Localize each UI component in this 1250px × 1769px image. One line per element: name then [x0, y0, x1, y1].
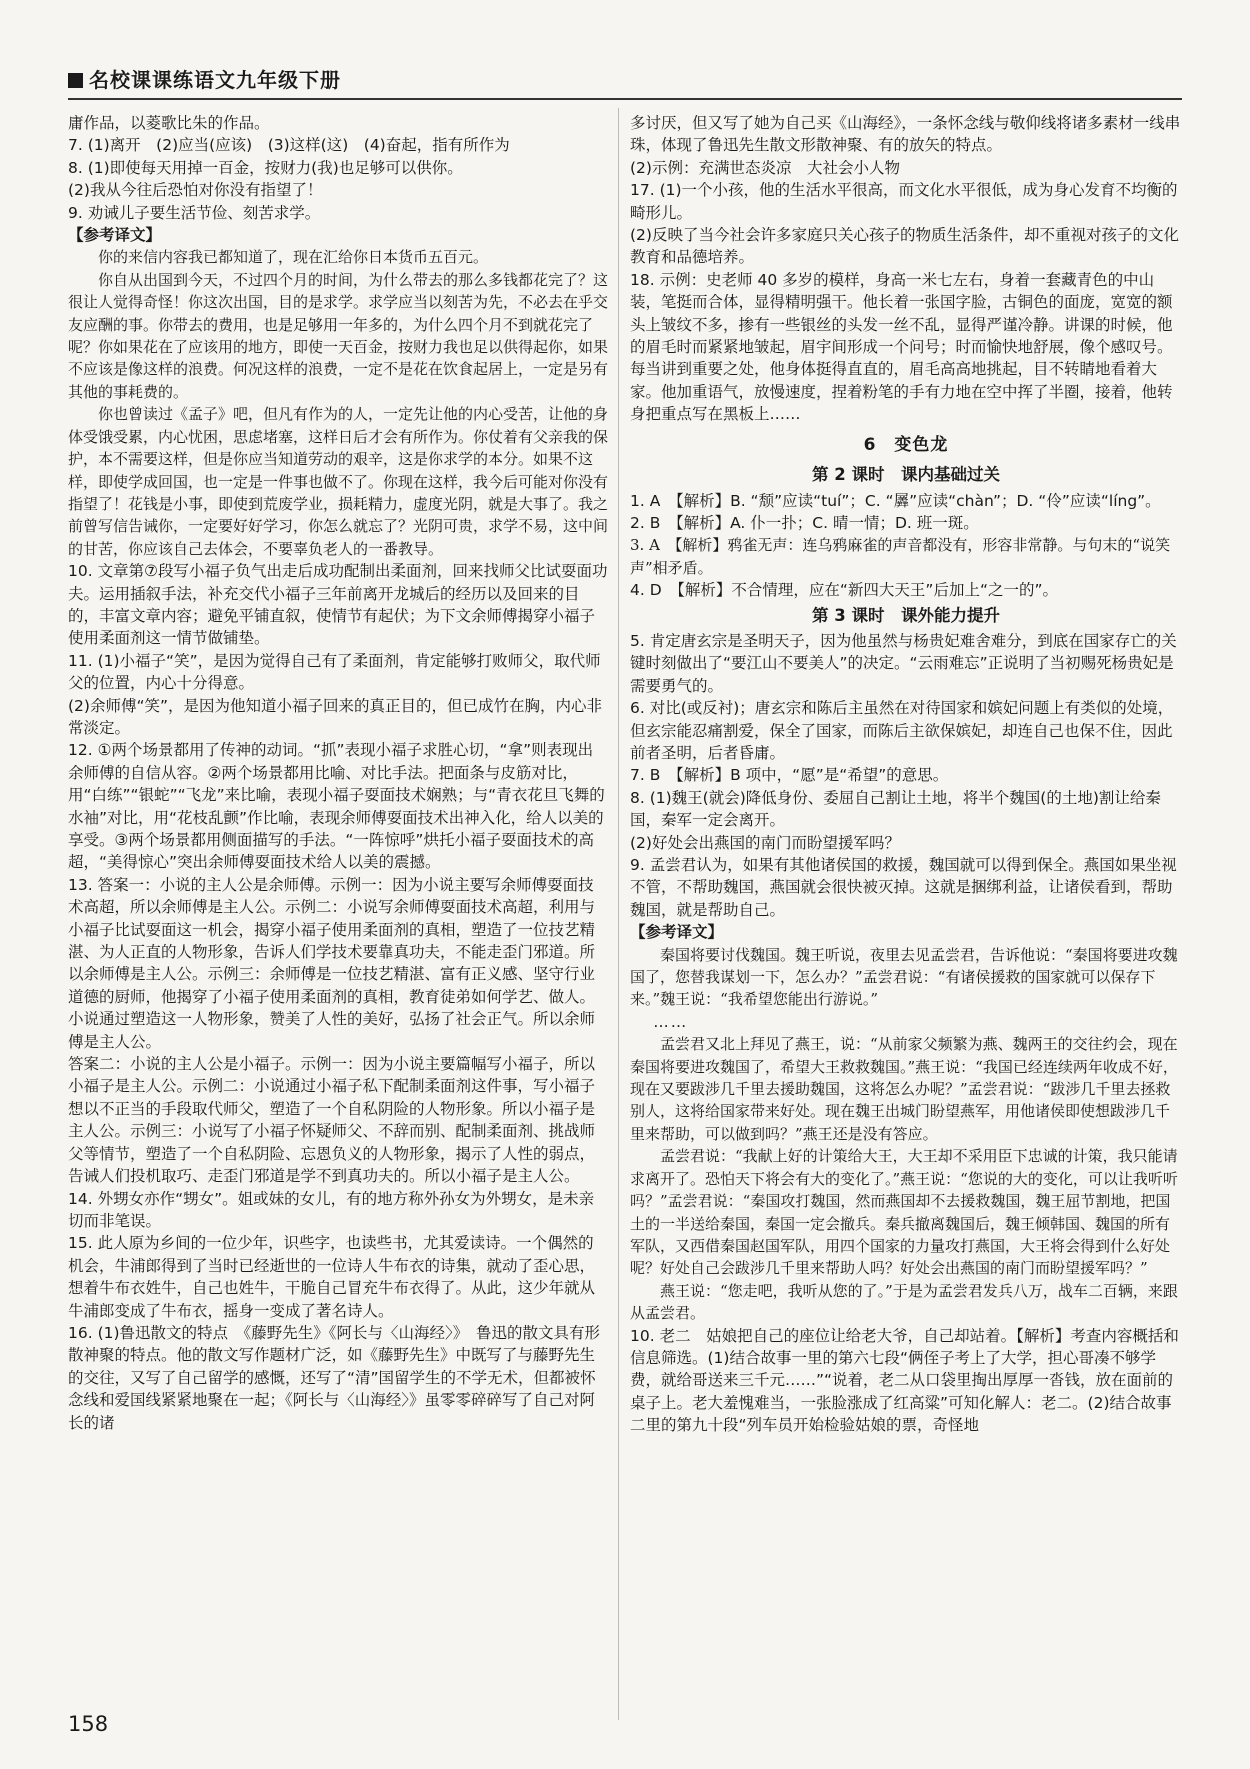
- paragraph: 7. (1)离开 (2)应当(应该) (3)这样(这) (4)奋起，指有所作为: [68, 136, 510, 155]
- column-divider: [618, 108, 619, 1720]
- paragraph: 你的来信内容我已都知道了，现在汇给你日本货币五百元。: [98, 248, 489, 267]
- paragraph: 6 变色龙: [863, 434, 949, 455]
- paragraph: 答案二：小说的主人公是小福子。示例一：因为小说主要篇幅写小福子，所以小福子是主人公。示例二：小说通过小福子私下配制柔面剂这件事，写小福子想以不正当的手段取代师父，塑造了一个自私阴险的人物形象。所以小福子是主人公。示例三：小说写了小福子怀疑师父、不辞而别、配制柔面剂、挑战师父等情节，塑造了一个自私阴险、忘恩负义的人物形象，揭示了人性的弱点，告诫人们投机取巧、走歪门邪道是学不到真功夫的。所以小福子是主人公。: [68, 1055, 596, 1186]
- paragraph: 秦国将要讨伐魏国。魏王听说，夜里去见孟尝君，告诉他说：“秦国将要进攻魏国了，您替我谋划一下，怎么办？”孟尝君说：“有诸侯援救的国家就可以保存下来。”魏王说：“我希望您能出行游说。”: [630, 945, 1178, 1009]
- paragraph: 孟尝君又北上拜见了燕王，说：“从前家父频繁为燕、魏两王的交往约会，现在秦国将要进攻魏国了，希望大王救救魏国。”燕王说：“我国已经连续两年收成不好，现在又要跋涉几千里去援助魏国，这将怎么办呢？”孟尝君说：“跋涉几千里去拯救别人，这将给国家带来好处。现在魏王出城门盼望燕军，用他诸侯即使想跋涉几千里来帮助，可以做到吗？”燕王还是没有答应。: [630, 1035, 1178, 1143]
- header-rule: [68, 98, 1182, 100]
- paragraph: 第 2 课时 课内基础过关: [812, 465, 1000, 485]
- paragraph: 13. 答案一：小说的主人公是余师傅。示例一：因为小说主要写余师傅耍面技术高超，所以余师傅是主人公。示例二：小说写余师傅耍面技术高超，利用与小福子比试耍面这一机会，揭穿小福子使用柔面剂的真相，塑造了一位技艺精湛、为人正直的人物形象，告诉人们学技术要靠真功夫，不能走歪门邪道。所以余师傅是主人公。示例三：余师傅是一位技艺精湛、富有正义感、坚守行业道德的厨师，他揭穿了小福子使用柔面剂的真相，教育徒弟如何学艺、做人。小说通过塑造这一人物形象，赞美了人性的美好，弘扬了社会正气。所以余师傅是主人公。: [68, 875, 596, 1051]
- paragraph: (2)示例：充满世态炎凉 大社会小人物: [630, 158, 900, 177]
- paragraph: 12. ①两个场景都用了传神的动词。“抓”表现小福子求胜心切，“拿”则表现出余师傅的自信从容。②两个场景都用比喻、对比手法。把面条与皮筋对比，用“白练”“银蛇”“飞龙”来比喻，表现小福子耍面技术娴熟；与“青衣花旦飞舞的水袖”对比，用“花枝乱颤”作比喻，表现余师傅耍面技术出神入化，给人以美的享受。③两个场景都用侧面描写的手法。“一阵惊呼”烘托小福子耍面技术的高超，“美得惊心”突出余师傅耍面技术给人以美的震撼。: [68, 741, 605, 872]
- paragraph: 8. (1)即使每天用掉一百金，按财力(我)也足够可以供你。: [68, 158, 463, 177]
- book-title: 名校课课练语文九年级下册: [89, 68, 341, 92]
- paragraph: (2)我从今往后恐怕对你没有指望了！: [68, 181, 323, 200]
- paragraph: 3. A 【解析】鸦雀无声：连乌鸦麻雀的声音都没有，形容非常静。与句末的“说笑声”相矛盾。: [630, 536, 1171, 577]
- paragraph: 14. 外甥女亦作“甥女”。姐或妹的女儿，有的地方称外孙女为外甥女，是未亲切而非笔误。: [68, 1189, 595, 1230]
- paragraph: 9. 劝诫儿子要生活节俭、刻苦求学。: [68, 203, 321, 222]
- paragraph: 18. 示例：史老师 40 多岁的模样，身高一米七左右，身着一套藏青色的中山装，笔挺而合体，显得精明强干。他长着一张国字脸，古铜色的面庞，宽宽的额头上皱纹不多，掺有一些银丝的头发一丝不乱，显得严谨冷静。讲课的时候，他的眉毛时而紧紧地皱起，眉宇间形成一个问号；时而愉快地舒展，像个感叹号。每当讲到重要之处，他身体挺得直直的，眉毛高高地挑起，目不转睛地看着大家。他加重语气，放慢速度，捏着粉笔的手有力地在空中挥了半圈，接着，他转身把重点写在黑板上……: [630, 270, 1173, 424]
- paragraph: 庸作品，以菱歌比朱的作品。: [68, 114, 270, 132]
- paragraph: 10. 老二 姑娘把自己的座位让给老大爷，自己却站着。【解析】考查内容概括和信息筛选。(1)结合故事一里的第六七段“俩侄子考上了大学，担心哥凑不够学费，就给哥送来三千元……”“说着，老二从口袋里掏出厚厚一沓钱，放在面前的桌子上。老大羞愧难当，一张脸涨成了红高粱”可知化解人：老二。(2)结合故事二里的第九十段“列车员开始检验姑娘的票，奇怪地: [630, 1326, 1179, 1435]
- page-number: 158: [68, 1712, 109, 1736]
- paragraph: 16. (1)鲁迅散文的特点 《藤野先生》《阿长与〈山海经〉》 鲁迅的散文具有形散神聚的特点。他的散文写作题材广泛，如《藤野先生》中既写了与藤野先生的交往，又写了自己留学的感慨，还写了“清”国留学生的不学无术，但都被怀念线和爱国线紧紧地聚在一起；《阿长与〈山海经〉》虽零零碎碎写了自己对阿长的诸: [68, 1323, 601, 1432]
- paragraph: 17. (1)一个小孩，他的生活水平很高，而文化水平很低，成为身心发育不均衡的畸形儿。: [630, 181, 1178, 222]
- paragraph: 10. 文章第⑦段写小福子负气出走后成功配制出柔面剂，回来找师父比试耍面功夫。运用插叙手法，补充交代小福子三年前离开龙城后的经历以及回来的目的，丰富文章内容；避免平铺直叙，使情节有起伏；为下文余师傅揭穿小福子使用柔面剂这一情节做铺垫。: [68, 562, 608, 648]
- paragraph: 你自从出国到今天，不过四个月的时间，为什么带去的那么多钱都花完了？这很让人觉得奇怪！你这次出国，目的是求学。求学应当以刻苦为先，不必去在乎交友应酬的事。你带去的费用，也是足够用一年多的，为什么四个月不到就花完了呢？你如果花在了应该用的地方，即使一天百金，按财力我也足以供得起你，如果不应该是像这样的浪费。何况这样的浪费，一定不是花在饮食起居上，一定是另有其他的事耗费的。: [68, 270, 609, 401]
- left-column: [68, 112, 608, 1434]
- paragraph: 【参考译文】: [68, 226, 162, 245]
- paragraph: 9. 孟尝君认为，如果有其他诸侯国的救援，魏国就可以得到保全。燕国如果坐视不管，不帮助魏国，燕国就会很快被灭掉。这就是捆绑利益，让诸侯看到，帮助魏国，就是帮助自己。: [630, 856, 1177, 919]
- paragraph: 多讨厌，但又写了她为自己买《山海经》，一条怀念线与敬仰线将诸多素材一线串珠，体现了鲁迅先生散文形散神聚、有的放矢的特点。: [630, 114, 1181, 155]
- paragraph: 第 3 课时 课外能力提升: [812, 605, 1000, 625]
- square-bullet-icon: [68, 73, 83, 88]
- paragraph: 6. 对比(或反衬)；唐玄宗和陈后主虽然在对待国家和嫔妃问题上有类似的处境，但玄宗能忍痛割爱，保全了国家，而陈后主欲保嫔妃，却连自己也保不住，因此前者圣明，后者昏庸。: [630, 699, 1174, 762]
- page-header: [68, 64, 341, 93]
- paragraph: (2)好处会出燕国的南门而盼望援军吗？: [630, 833, 900, 852]
- paragraph: 15. 此人原为乡间的一位少年，识些字，也读些书，尤其爱读诗。一个偶然的机会，牛浦郎得到了当时已经逝世的一位诗人牛布衣的诗集，就动了歪心思，想着牛布衣姓牛，自己也姓牛，干脆自己冒充牛布衣得了。从此，这少年就从牛浦郎变成了牛布衣，摇身一变成了著名诗人。: [68, 1234, 596, 1320]
- paragraph: (2)余师傅“笑”，是因为他知道小福子回来的真正目的，但已成竹在胸，内心非常淡定。: [68, 696, 603, 737]
- paragraph: 1. A 【解析】B. “颓”应读“tuí”；C. “羼”应读“chàn”；D. “伶”应读“líng”。: [630, 491, 1161, 510]
- paragraph: 【参考译文】: [630, 923, 724, 942]
- paragraph: 2. B 【解析】A. 仆一扑；C. 晴一情；D. 班一斑。: [630, 513, 979, 532]
- paragraph: 燕王说：“您走吧，我听从您的了。”于是为孟尝君发兵八万，战车二百辆，来跟从孟尝君。: [630, 1281, 1178, 1323]
- paragraph: 5. 肯定唐玄宗是圣明天子，因为他虽然与杨贵妃难舍难分，到底在国家存亡的关键时刻做出了“要江山不要美人”的决定。“云雨难忘”正说明了当初赐死杨贵妃是需要勇气的。: [630, 631, 1177, 695]
- paragraph: 11. (1)小福子“笑”，是因为觉得自己有了柔面剂，肯定能够打败师父，取代师父的位置，内心十分得意。: [68, 651, 601, 693]
- right-column: [630, 112, 1182, 1437]
- paragraph: 4. D 【解析】不合情理，应在“新四大天王”后加上“之一的”。: [630, 581, 1059, 600]
- paragraph: ……: [653, 1012, 689, 1031]
- paragraph: (2)反映了当今社会许多家庭只关心孩子的物质生活条件，却不重视对孩子的文化教育和品德培养。: [630, 226, 1179, 267]
- paragraph: 你也曾读过《孟子》吧，但凡有作为的人，一定先让他的内心受苦，让他的身体受饿受累，内心忧困，思虑堵塞，这样日后才会有所作为。你仗着有父亲我的保护，本不需要这样，但是你应当知道劳动的艰辛，这是你求学的本分。如果不这样，即使学成回国，也一定是一件事也做不了。你现在这样，我今后可能对你没有指望了！花钱是小事，即使到荒废学业，损耗精力，虚度光阴，就是大事了。我之前曾写信告诫你，一定要好好学习，你怎么就忘了？光阴可贵，求学不易，这中间的甘苦，你应该自己去体会，不要辜负老人的一番教导。: [68, 405, 609, 558]
- paragraph: 8. (1)魏王(就会)降低身份、委屈自己割让土地，将半个魏国(的土地)割让给秦国，秦军一定会离开。: [630, 788, 1161, 830]
- paragraph: 7. B 【解析】B 项中，“愿”是“希望”的意思。: [630, 766, 949, 785]
- paragraph: 孟尝君说：“我献上好的计策给大王，大王却不采用臣下忠诚的计策，我只能请求离开了。恐怕天下将会有大的变化了。”燕王说：“您说的大的变化，可以让我听听吗？”孟尝君说：“秦国攻打魏国，然而燕国却不去援救魏国，魏王屈节割地，把国土的一半送给秦国，秦国一定会撤兵。秦兵撤离魏国后，魏王倾韩国、魏国的所有军队，又西借秦国赵国军队，用四个国家的力量攻打燕国，大王将会得到什么好处呢？好处自己会跋涉几千里来帮助人吗？好处会出燕国的南门而盼望援军吗？”: [630, 1147, 1178, 1278]
